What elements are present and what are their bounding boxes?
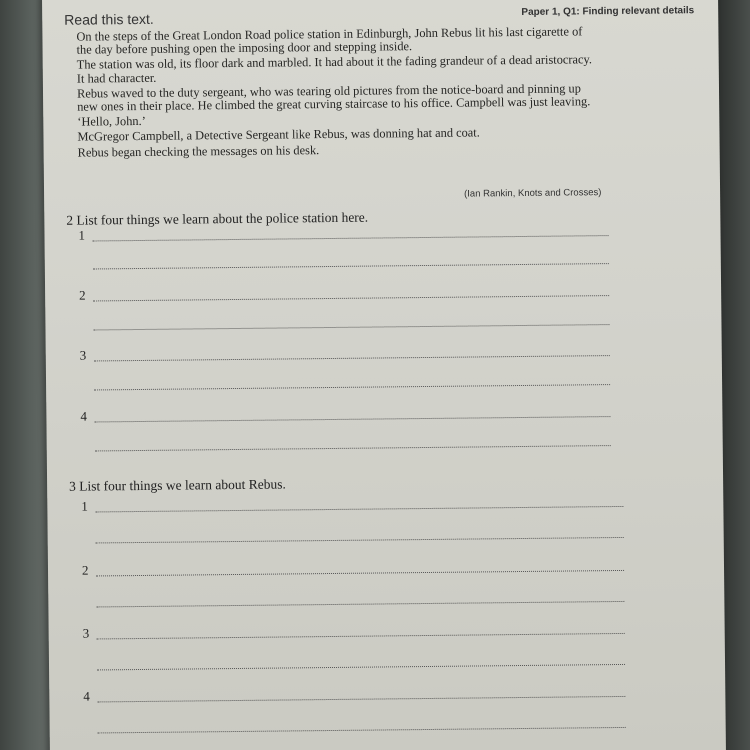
- answer-number: 4: [83, 688, 90, 704]
- answer-line-q2-2-cont[interactable]: [93, 317, 609, 332]
- answer-line-q3-3[interactable]: [83, 626, 625, 642]
- answer-number: 2: [81, 562, 89, 578]
- dotted-line: [98, 727, 626, 734]
- answer-line-q3-2-cont[interactable]: [96, 594, 624, 610]
- dotted-line: [97, 633, 625, 640]
- dotted-line: [93, 295, 609, 301]
- answer-line-q2-2[interactable]: [79, 288, 609, 304]
- answer-line-q3-1[interactable]: [81, 499, 623, 515]
- answer-number: 2: [79, 287, 86, 303]
- dotted-line: [94, 416, 610, 422]
- dotted-line: [97, 696, 625, 703]
- dotted-line: [96, 601, 624, 608]
- answer-line-q2-1-cont[interactable]: [93, 256, 609, 271]
- answer-number: 3: [79, 347, 87, 363]
- answer-number: 1: [78, 227, 86, 243]
- dotted-line: [95, 506, 623, 513]
- answer-number: 4: [80, 408, 87, 424]
- dotted-line: [93, 324, 609, 330]
- read-instruction: Read this text.: [64, 10, 154, 28]
- extract-paragraph: On the steps of the Great London Road police station in Edinburgh, John Rebus lit his last cigarette of the day before pushing open the imposing door and stepping inside.: [76, 24, 583, 57]
- worksheet-page: [42, 0, 726, 750]
- dotted-line: [94, 384, 610, 390]
- answer-line-q2-4-cont[interactable]: [95, 438, 611, 453]
- dotted-line: [96, 537, 624, 544]
- answer-line-q3-2[interactable]: [82, 563, 624, 579]
- answer-line-q2-4[interactable]: [80, 409, 610, 425]
- answer-number: 3: [82, 625, 90, 641]
- question-2: [66, 210, 368, 229]
- answer-line-q2-3[interactable]: [80, 348, 610, 364]
- answer-number: 1: [81, 498, 88, 514]
- extract-paragraph: ‘Hello, John.’: [77, 114, 146, 129]
- dotted-line: [94, 355, 610, 361]
- extract-paragraph: The station was old, its floor dark and marbled. It had about it the fading grandeur of a dead aristocracy. It had character.: [76, 52, 593, 86]
- dotted-line: [97, 664, 625, 671]
- question-3: [69, 476, 286, 494]
- paper-reference: Paper 1, Q1: Finding relevant details: [521, 5, 695, 18]
- dotted-line: [93, 235, 609, 241]
- answer-line-q3-4[interactable]: [83, 689, 625, 705]
- answer-line-q2-3-cont[interactable]: [94, 377, 610, 392]
- extract-paragraph: Rebus waved to the duty sergeant, who was tearing old pictures from the notice-board and pinning up new ones in their place. He climbed the great curving staircase to his office. Campbell was just leaving.: [76, 81, 591, 114]
- text-extract: [76, 25, 597, 161]
- answer-line-q3-4-cont[interactable]: [98, 720, 626, 736]
- question-number: 2: [66, 212, 74, 228]
- dotted-line: [96, 570, 624, 577]
- answer-line-q2-1[interactable]: [78, 228, 608, 244]
- question-text: List four things we learn about the police station here.: [76, 209, 369, 228]
- question-number: 3: [69, 478, 76, 494]
- question-text: List four things we learn about Rebus.: [79, 476, 286, 494]
- answer-line-q3-1-cont[interactable]: [96, 530, 624, 546]
- extract-citation: (Ian Rankin, Knots and Crosses): [464, 187, 602, 200]
- dotted-line: [93, 263, 609, 269]
- extract-paragraph: Rebus began checking the messages on his desk.: [77, 142, 320, 160]
- extract-paragraph: McGregor Campbell, a Detective Sergeant like Rebus, was donning hat and coat.: [77, 125, 480, 145]
- dotted-line: [95, 445, 611, 451]
- answer-line-q3-3-cont[interactable]: [97, 657, 625, 673]
